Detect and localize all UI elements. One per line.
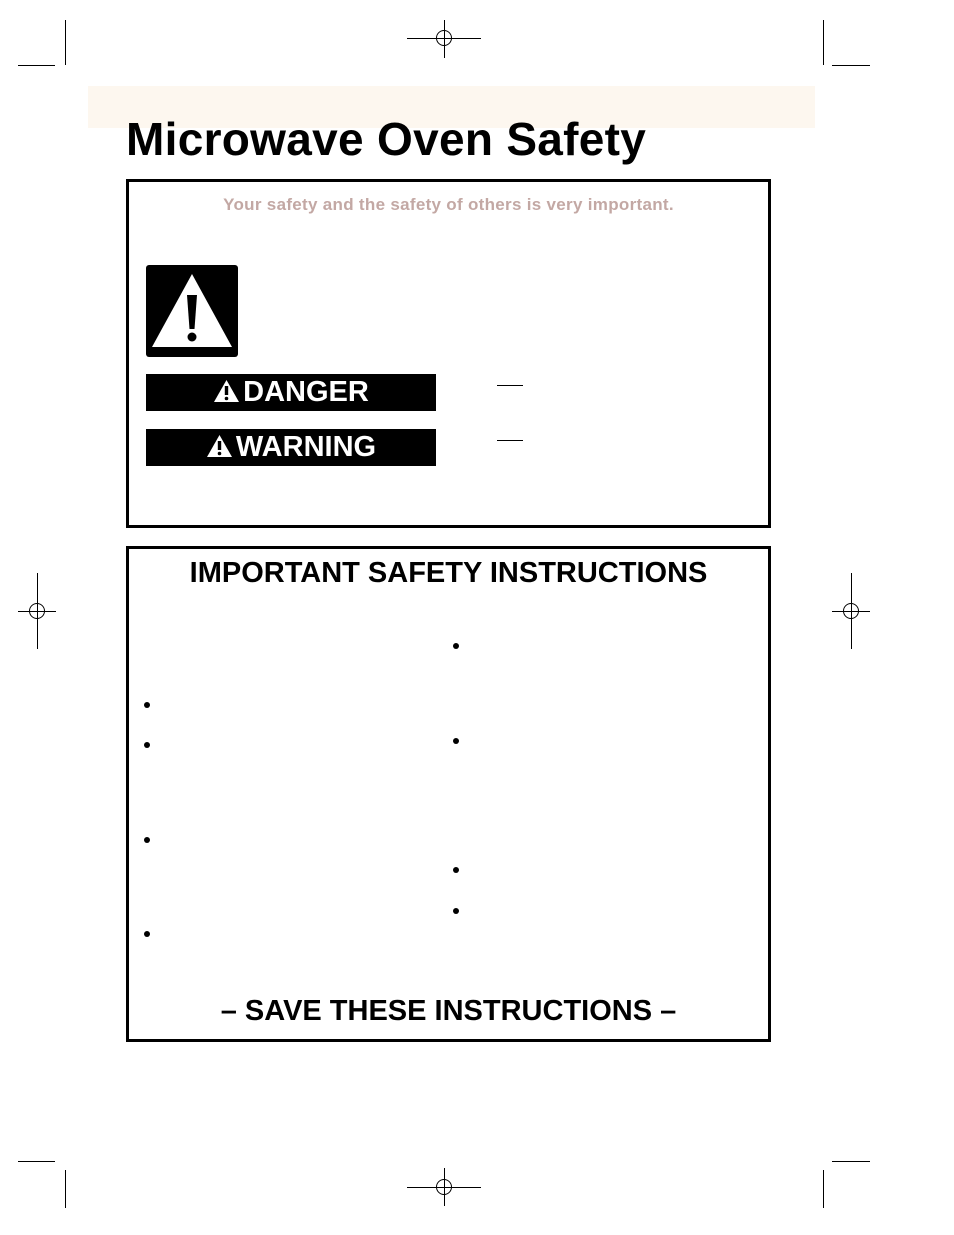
bullet-icon bbox=[453, 908, 459, 914]
safety-alert-triangle-icon bbox=[146, 265, 238, 357]
danger-label: DANGER bbox=[243, 376, 369, 408]
crop-mark bbox=[832, 1161, 870, 1162]
warning-rule bbox=[497, 440, 523, 441]
bullet-icon bbox=[144, 837, 150, 843]
crop-mark bbox=[18, 1161, 55, 1162]
safety-subtitle: Your safety and the safety of others is very important. bbox=[223, 195, 674, 214]
bullet-icon bbox=[144, 742, 150, 748]
alert-triangle-icon bbox=[206, 434, 233, 458]
bullet-icon bbox=[453, 867, 459, 873]
danger-signal-word bbox=[146, 374, 436, 411]
crop-mark bbox=[832, 65, 870, 66]
warning-signal-word bbox=[146, 429, 436, 466]
bullet-icon bbox=[144, 702, 150, 708]
crop-mark bbox=[823, 1170, 824, 1208]
danger-rule bbox=[497, 385, 523, 386]
crop-mark bbox=[823, 20, 824, 65]
instructions-heading: IMPORTANT SAFETY INSTRUCTIONS bbox=[189, 557, 708, 589]
warning-label: WARNING bbox=[235, 431, 377, 463]
crop-mark bbox=[65, 20, 66, 65]
save-instructions-heading: – SAVE THESE INSTRUCTIONS – bbox=[220, 995, 677, 1027]
bullet-icon bbox=[453, 643, 459, 649]
registration-mark bbox=[436, 1179, 452, 1195]
instructions-box bbox=[126, 546, 771, 1042]
registration-mark bbox=[436, 30, 452, 46]
bullet-icon bbox=[144, 931, 150, 937]
page-title: Microwave Oven Safety bbox=[126, 113, 647, 165]
alert-triangle-icon bbox=[213, 379, 240, 403]
crop-mark bbox=[65, 1170, 66, 1208]
registration-mark bbox=[843, 603, 859, 619]
crop-mark bbox=[18, 65, 55, 66]
bullet-icon bbox=[453, 738, 459, 744]
registration-mark bbox=[29, 603, 45, 619]
safety-message-box bbox=[126, 179, 771, 528]
